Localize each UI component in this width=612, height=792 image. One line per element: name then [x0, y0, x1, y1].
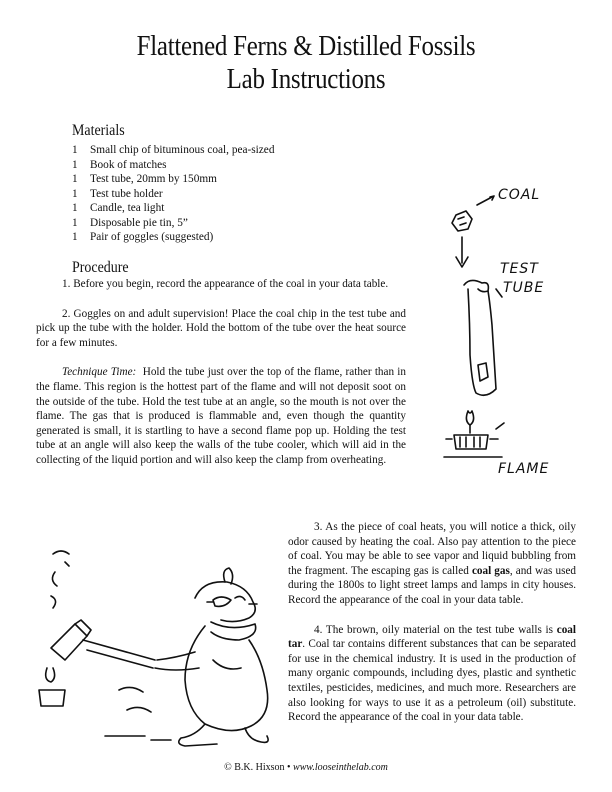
page-title [43, 30, 569, 96]
list-item: 1 Book of matches [72, 158, 167, 171]
dog-cartoon-illustration [35, 540, 280, 755]
term-coal-tar: coal tar [288, 623, 577, 651]
test-tube-sketch [464, 280, 502, 395]
procedure-lower-text [288, 520, 576, 725]
list-item: 1 Small chip of bituminous coal, pea-sized [72, 144, 275, 156]
footer-website-link[interactable]: www.looseinthelab.com [293, 762, 388, 773]
footer [0, 762, 612, 773]
list-item: 1 Test tube, 20mm by 150mm [72, 173, 217, 185]
step-1-paragraph: 1. Before you begin, record the appearance of the coal in your data table. [62, 278, 389, 290]
label-tube: TUBE [503, 280, 545, 296]
list-item: 1 Disposable pie tin, 5” [72, 216, 188, 229]
technique-text: Hold the tube just over the top of the flame, rather than in the flame. This region is the hottest part of the flame and will not deposit soot on the outside of the tube. Hold the test tube at an angle, so the mouth is not over the flame. The gas that is produced is flammable and, even though the quantity generated is small, it is startling to have a second flame pop up. Holding the test tube at an angle will also keep the walls of the tube cooler, which will aid in the collecting of the liquid portion and will also keep the clamp from overheating. [36, 366, 407, 466]
step-2-paragraph: 2. Goggles on and adult supervision! Place the coal chip in the test tube and pick up the tube with the holder. Hold the bottom of the tube over the heat source for a few minutes. [36, 307, 406, 349]
technique-label: Technique Time: [62, 366, 137, 379]
list-item: 1 Test tube holder [72, 187, 163, 200]
step-3-paragraph: 3. As the piece of coal heats, you will notice a thick, oily odor caused by heating the coal. Also pay attention to the piece of coal. You may be able to see vapor and liquid bubbling from the fragment. The escaping gas is called coal gas, and was used during the 1800s to light street lamps and lamps in city houses. Record the appearance of the coal in your data table. [288, 521, 577, 606]
list-item: 1 Pair of goggles (suggested) [72, 231, 214, 243]
procedure-upper-text [36, 277, 406, 468]
label-test: TEST [500, 261, 539, 277]
term-coal-gas: coal gas [471, 564, 510, 577]
materials-heading: Materials [72, 122, 125, 139]
down-arrow-icon [456, 237, 468, 267]
title-line-2: Lab Instructions [226, 63, 386, 95]
list-item: 1 Candle, tea light [72, 202, 165, 214]
materials-list [72, 143, 274, 245]
candle-flame-sketch [444, 411, 504, 457]
procedure-heading: Procedure [72, 259, 129, 276]
technique-paragraph [36, 365, 406, 467]
label-coal: COAL [498, 187, 541, 203]
step-4-paragraph: 4. The brown, oily material on the test tube walls is coal tar. Coal tar contains different substances that can be separated for use in the chemical industry. It is used in the production of many organic compounds, including dyes, plastic and synthetic textiles, pesticides, medicines, and much more. Researchers are also looking for ways to use it as a petroleum (oil) substitute. Record the appearance of the coal in your data table. [288, 623, 577, 724]
test-tube-diagram [430, 185, 590, 485]
footer-separator: • [287, 762, 291, 773]
coal-chip-sketch [452, 196, 494, 231]
title-line-1: Flattened Ferns & Distilled Fossils [136, 30, 476, 62]
footer-author: © B.K. Hixson [224, 762, 285, 773]
label-flame: FLAME [498, 461, 550, 477]
